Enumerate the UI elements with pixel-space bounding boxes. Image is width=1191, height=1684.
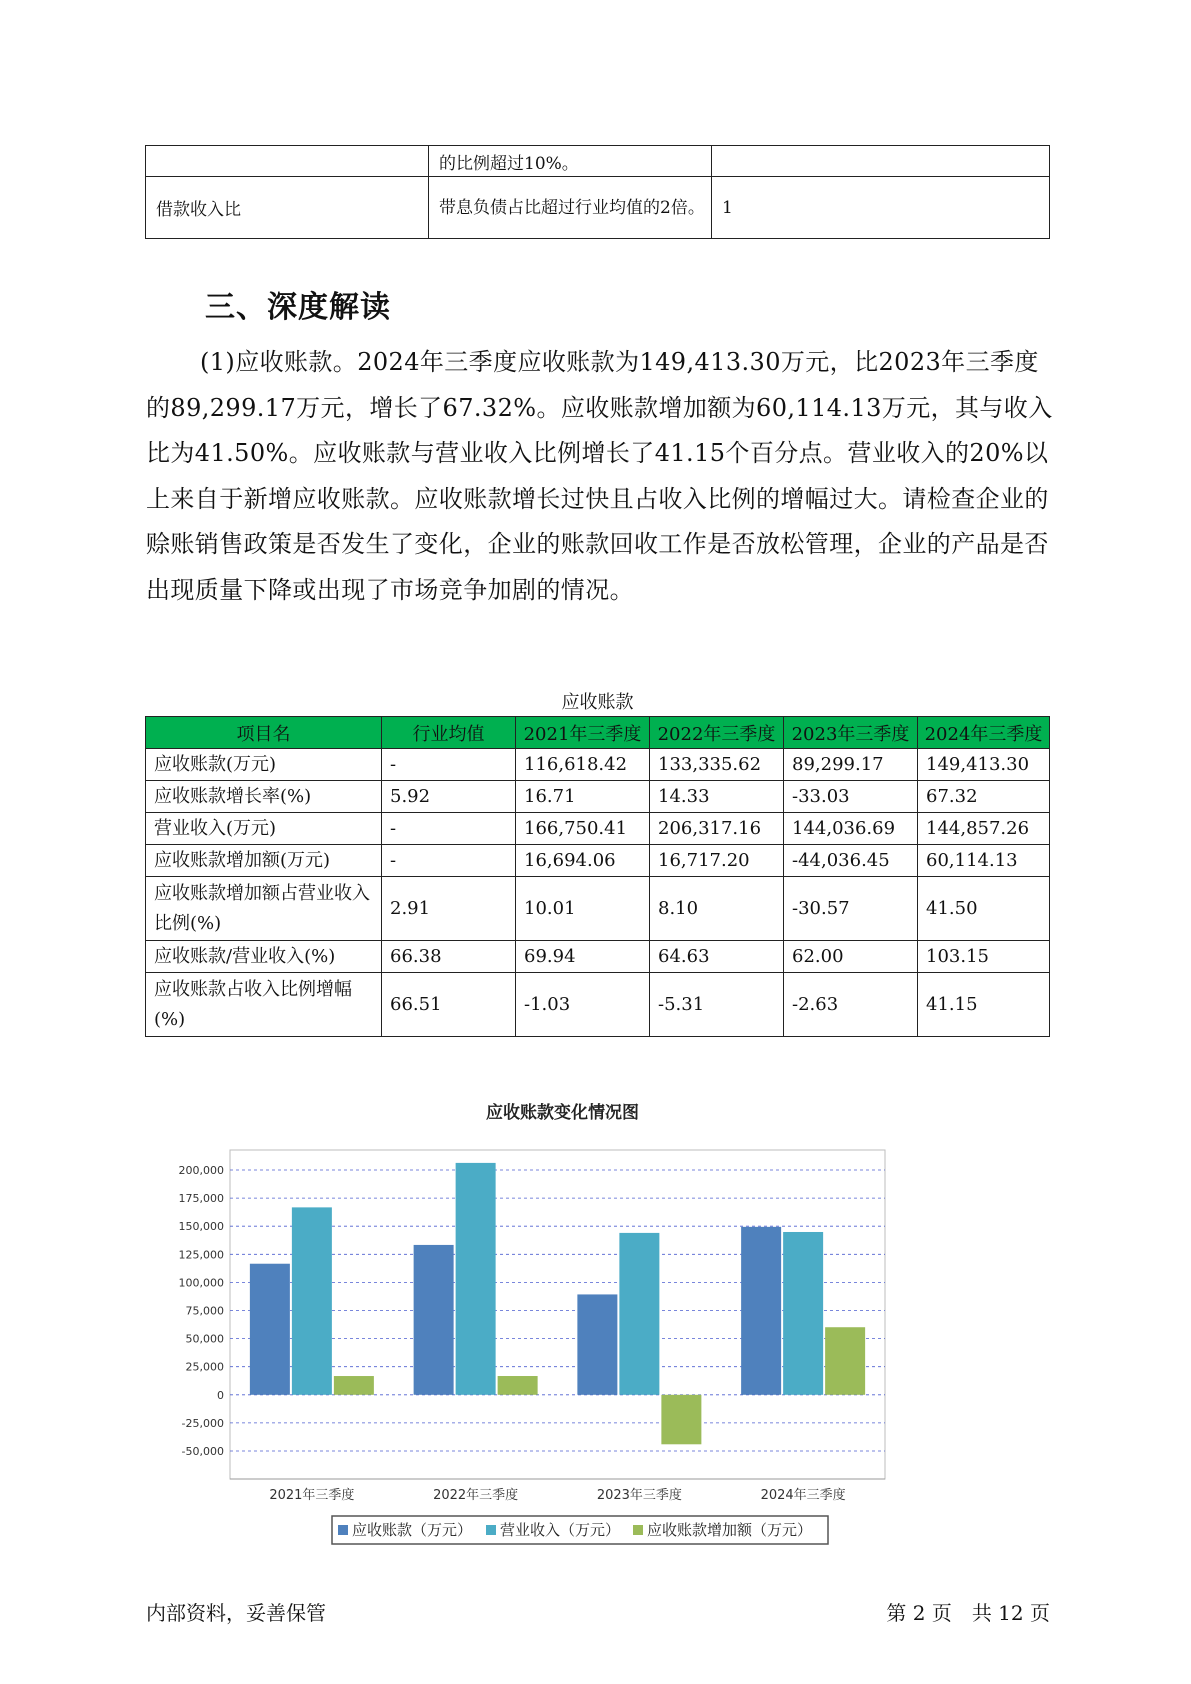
legend-label: 应收账款增加额（万元） xyxy=(647,1521,813,1539)
bar xyxy=(825,1327,865,1395)
bar xyxy=(619,1233,659,1395)
table-caption: 应收账款 xyxy=(561,692,634,713)
value-cell: 41.15 xyxy=(918,973,1050,1037)
value-cell: 66.38 xyxy=(382,941,516,973)
risk-table-cell: 借款收入比 xyxy=(146,177,429,239)
table-header-cell: 项目名 xyxy=(146,717,382,749)
legend-swatch xyxy=(338,1525,348,1535)
value-cell: 64.63 xyxy=(650,941,784,973)
bar xyxy=(498,1376,538,1395)
value-cell: 206,317.16 xyxy=(650,813,784,845)
value-cell: 60,114.13 xyxy=(918,845,1050,877)
value-cell: 89,299.17 xyxy=(784,749,918,781)
table-header-cell: 行业均值 xyxy=(382,717,516,749)
risk-table-cell: 带息负债占比超过行业均值的2倍。 xyxy=(429,177,712,239)
value-cell: -30.57 xyxy=(784,877,918,941)
x-tick-label: 2022年三季度 xyxy=(433,1488,519,1503)
bar xyxy=(414,1245,454,1395)
value-cell: 41.50 xyxy=(918,877,1050,941)
value-cell: 10.01 xyxy=(516,877,650,941)
table-row xyxy=(146,781,1050,813)
receivables-table xyxy=(145,716,1050,1037)
risk-table-cell: 1 xyxy=(712,177,1050,239)
value-cell: -2.63 xyxy=(784,973,918,1037)
receivables-chart xyxy=(150,1100,1030,1560)
legend-swatch xyxy=(633,1525,643,1535)
bar xyxy=(292,1207,332,1394)
y-tick-label: 175,000 xyxy=(178,1192,224,1206)
table-header-row xyxy=(146,717,1050,749)
value-cell: 144,036.69 xyxy=(784,813,918,845)
value-cell: 69.94 xyxy=(516,941,650,973)
value-cell: 67.32 xyxy=(918,781,1050,813)
x-tick-label: 2023年三季度 xyxy=(596,1488,682,1503)
value-cell: -33.03 xyxy=(784,781,918,813)
value-cell: 166,750.41 xyxy=(516,813,650,845)
value-cell: -5.31 xyxy=(650,973,784,1037)
y-tick-label: -50,000 xyxy=(181,1445,224,1458)
value-cell: 8.10 xyxy=(650,877,784,941)
y-tick-label: 25,000 xyxy=(185,1360,224,1374)
value-cell: 149,413.30 xyxy=(918,749,1050,781)
value-cell: -44,036.45 xyxy=(784,845,918,877)
y-tick-label: 100,000 xyxy=(178,1276,224,1290)
table-header-cell: 2021年三季度 xyxy=(516,717,650,749)
y-tick-label: 125,000 xyxy=(178,1248,224,1262)
table-row xyxy=(146,877,1050,941)
value-cell: 16,717.20 xyxy=(650,845,784,877)
legend-swatch xyxy=(486,1525,496,1535)
bar xyxy=(577,1294,617,1394)
x-tick-label: 2021年三季度 xyxy=(269,1488,355,1503)
bar xyxy=(250,1264,290,1395)
row-label-cell: 营业收入(万元) xyxy=(146,813,382,845)
section-heading: 三、深度解读 xyxy=(205,290,391,325)
y-tick-label: -25,000 xyxy=(181,1416,224,1430)
row-label-cell: 应收账款增加额占营业收入比例(%) xyxy=(146,877,382,941)
table-row xyxy=(146,973,1050,1037)
risk-table xyxy=(145,145,1050,239)
value-cell: 66.51 xyxy=(382,973,516,1037)
value-cell: - xyxy=(382,813,516,845)
y-tick-label: 75,000 xyxy=(185,1304,224,1318)
analysis-paragraph: (1)应收账款。2024年三季度应收账款为149,413.30万元，比2023年三季度的89,299.17万元，增长了67.32%。应收账款增加额为60,114.13万元，其与收入比为41.50%。应收账款与营业收入比例增长了41.15个百分点。营业收入的20%以上来自于新增应收账款。应收账款增长过快且占收入比例的增幅过大。请检查企业的赊账销售政策是否发生了变化，企业的账款回收工作是否放松管理，企业的产品是否出现质量下降或出现了市场竞争加剧的情况。 xyxy=(146,348,1053,604)
table-header-cell: 2024年三季度 xyxy=(918,717,1050,749)
table-header-cell: 2023年三季度 xyxy=(784,717,918,749)
bar xyxy=(456,1163,496,1395)
value-cell: 62.00 xyxy=(784,941,918,973)
value-cell: 14.33 xyxy=(650,781,784,813)
bar xyxy=(783,1232,823,1395)
legend-label: 营业收入（万元） xyxy=(500,1521,621,1539)
risk-table-cell xyxy=(712,146,1050,177)
legend-label: 应收账款（万元） xyxy=(352,1521,473,1539)
row-label-cell: 应收账款(万元) xyxy=(146,749,382,781)
y-tick-label: 200,000 xyxy=(178,1164,224,1177)
value-cell: 103.15 xyxy=(918,941,1050,973)
risk-table-cell xyxy=(146,146,429,177)
value-cell: 2.91 xyxy=(382,877,516,941)
x-tick-label: 2024年三季度 xyxy=(760,1488,846,1503)
table-row xyxy=(146,845,1050,877)
chart-title: 应收账款变化情况图 xyxy=(486,1103,639,1123)
row-label-cell: 应收账款增长率(%) xyxy=(146,781,382,813)
row-label-cell: 应收账款占收入比例增幅(%) xyxy=(146,973,382,1037)
value-cell: 116,618.42 xyxy=(516,749,650,781)
table-row xyxy=(146,813,1050,845)
footer-page-number: 第 2 页 共 12 页 xyxy=(886,1601,1050,1625)
bar xyxy=(334,1376,374,1395)
value-cell: - xyxy=(382,845,516,877)
y-tick-label: 50,000 xyxy=(185,1332,224,1346)
bar xyxy=(661,1395,701,1444)
table-row xyxy=(146,749,1050,781)
value-cell: 144,857.26 xyxy=(918,813,1050,845)
risk-table-cell: 的比例超过10%。 xyxy=(429,146,712,177)
value-cell: 16.71 xyxy=(516,781,650,813)
footer-confidential: 内部资料，妥善保管 xyxy=(146,1601,326,1625)
y-tick-label: 0 xyxy=(217,1388,224,1402)
value-cell: - xyxy=(382,749,516,781)
value-cell: 5.92 xyxy=(382,781,516,813)
row-label-cell: 应收账款/营业收入(%) xyxy=(146,941,382,973)
value-cell: -1.03 xyxy=(516,973,650,1037)
row-label-cell: 应收账款增加额(万元) xyxy=(146,845,382,877)
y-tick-label: 150,000 xyxy=(178,1220,224,1234)
value-cell: 133,335.62 xyxy=(650,749,784,781)
bar xyxy=(741,1227,781,1395)
table-header-cell: 2022年三季度 xyxy=(650,717,784,749)
table-row xyxy=(146,941,1050,973)
value-cell: 16,694.06 xyxy=(516,845,650,877)
